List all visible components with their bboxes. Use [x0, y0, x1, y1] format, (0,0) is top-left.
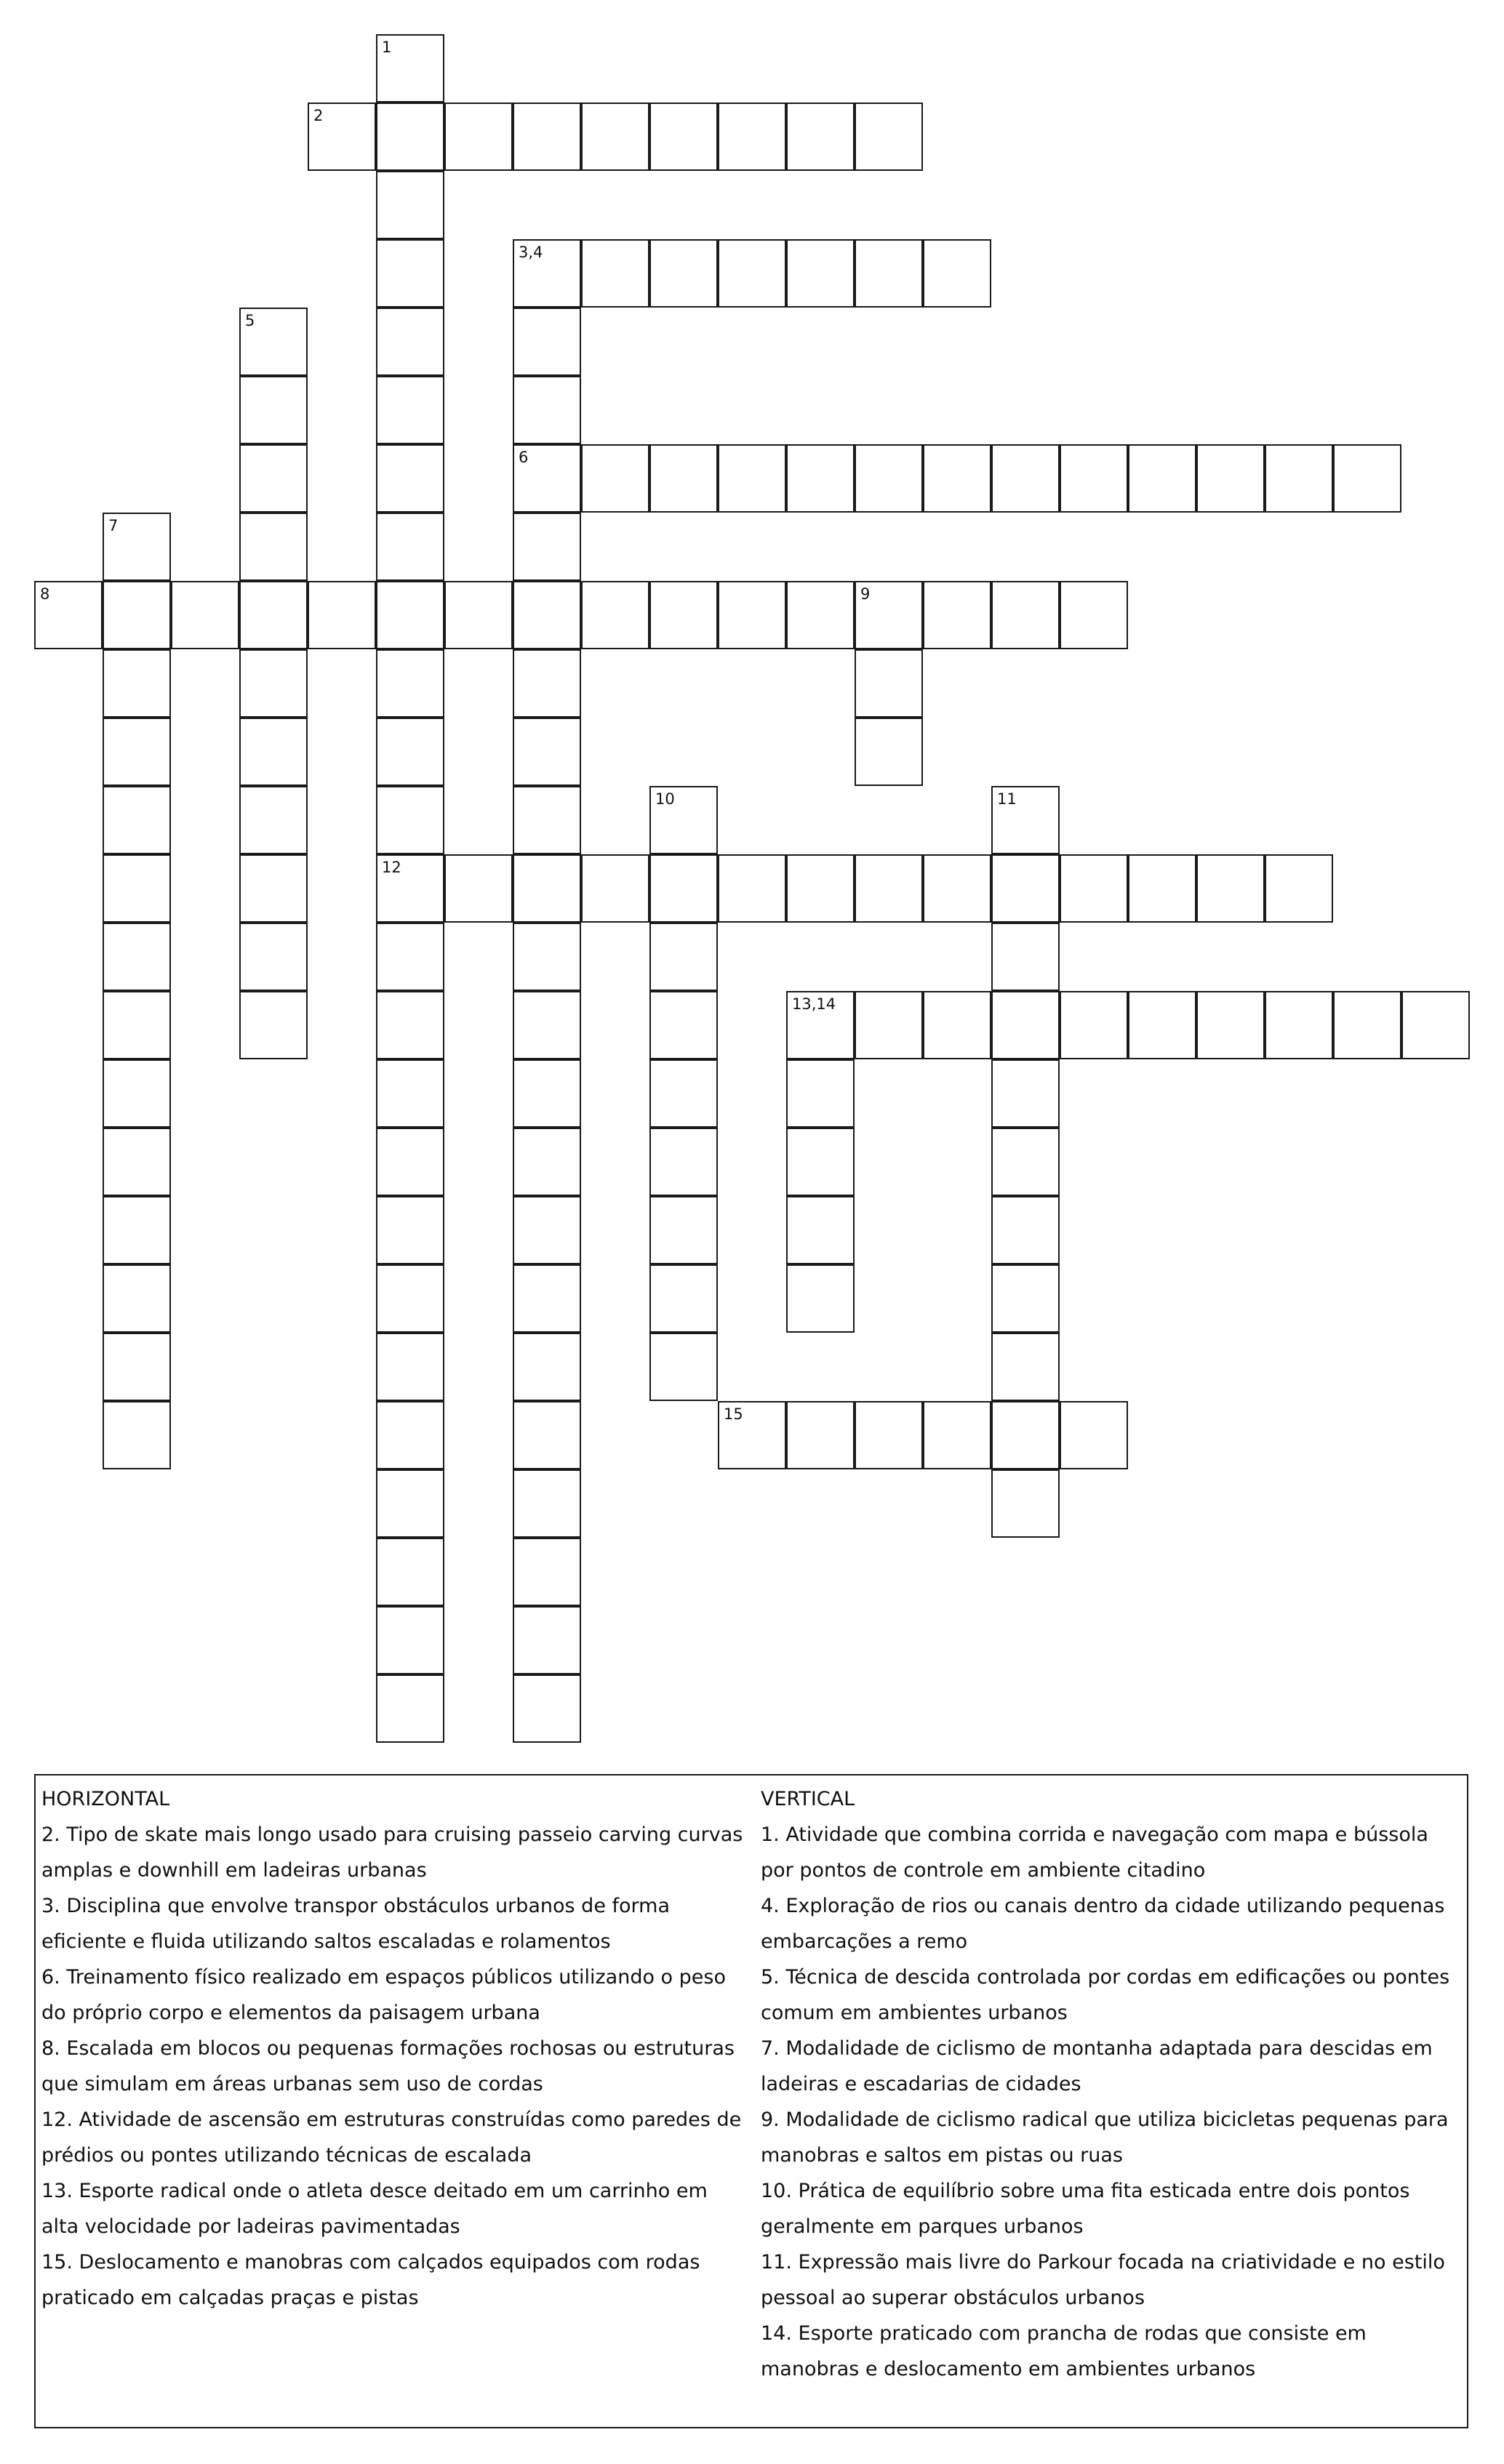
grid-cell[interactable] [376, 1333, 444, 1401]
clue-number: 12 [382, 859, 401, 876]
grid-cell[interactable] [991, 444, 1060, 513]
grid-cell[interactable] [649, 239, 718, 308]
grid-cell[interactable] [1128, 991, 1196, 1059]
grid-cell[interactable] [581, 854, 649, 923]
grid-cell[interactable] [513, 854, 581, 923]
grid-cell[interactable] [376, 308, 444, 376]
clue-h8: 8. Escalada em blocos ou pequenas formações rochosas ou estruturas que simulam em áreas urbanas sem uso de cordas [41, 2037, 735, 2095]
vertical-title: VERTICAL [761, 1788, 855, 1810]
grid-cell[interactable] [649, 991, 718, 1059]
grid-cell[interactable] [1333, 444, 1401, 513]
grid-cell[interactable] [1265, 854, 1333, 923]
clue-number: 13,14 [792, 995, 836, 1013]
grid-cell[interactable] [513, 1333, 581, 1401]
horizontal-clues [41, 1781, 751, 2316]
grid-cell[interactable] [239, 581, 308, 649]
clue-h15: 15. Deslocamento e manobras com calçados equipados com rodas praticado em calçadas praças e pistas [41, 2251, 700, 2309]
grid-cell[interactable] [376, 103, 444, 171]
grid-cell[interactable] [376, 34, 444, 103]
grid-cell[interactable] [171, 581, 239, 649]
grid-cell[interactable] [376, 239, 444, 308]
grid-cell[interactable] [376, 991, 444, 1059]
horizontal-title: HORIZONTAL [41, 1788, 170, 1810]
grid-cell[interactable] [786, 1264, 855, 1333]
clue-number: 11 [997, 790, 1017, 808]
vertical-clues [761, 1781, 1463, 2387]
grid-cell[interactable] [1060, 581, 1128, 649]
grid-cell[interactable] [239, 854, 308, 923]
grid-cell[interactable] [103, 991, 171, 1059]
grid-cell[interactable] [718, 239, 786, 308]
grid-cell[interactable] [718, 444, 786, 513]
grid-cell[interactable] [239, 513, 308, 581]
clue-number: 6 [519, 449, 529, 466]
grid-cell[interactable] [239, 718, 308, 786]
grid-cell[interactable] [376, 718, 444, 786]
grid-cell[interactable] [376, 1538, 444, 1606]
grid-cell[interactable] [513, 1469, 581, 1538]
grid-cell[interactable] [786, 581, 855, 649]
grid-cell[interactable] [855, 103, 923, 171]
grid-cell[interactable] [376, 171, 444, 239]
clue-number: 5 [245, 312, 255, 329]
grid-cell[interactable] [308, 103, 376, 171]
grid-cell[interactable] [581, 581, 649, 649]
clue-v4: 4. Exploração de rios ou canais dentro da cidade utilizando pequenas embarcações a remo [761, 1895, 1445, 1953]
grid-cell[interactable] [513, 649, 581, 718]
grid-cell[interactable] [581, 239, 649, 308]
grid-cell[interactable] [855, 444, 923, 513]
grid-cell[interactable] [513, 103, 581, 171]
grid-cell[interactable] [513, 444, 581, 513]
grid-cell[interactable] [581, 444, 649, 513]
clue-v7: 7. Modalidade de ciclismo de montanha adaptada para descidas em ladeiras e escadarias de cidades [761, 2037, 1433, 2095]
grid-cell[interactable] [1060, 444, 1128, 513]
grid-cell[interactable] [444, 103, 513, 171]
grid-cell[interactable] [103, 854, 171, 923]
grid-cell[interactable] [1265, 444, 1333, 513]
clue-v9: 9. Modalidade de ciclismo radical que utiliza bicicletas pequenas para manobras e saltos em pistas ou ruas [761, 2108, 1449, 2167]
grid-cell[interactable] [513, 308, 581, 376]
grid-cell[interactable] [786, 991, 855, 1059]
grid-cell[interactable] [103, 1128, 171, 1196]
grid-cell[interactable] [649, 923, 718, 991]
grid-cell[interactable] [786, 444, 855, 513]
clue-h2: 2. Tipo de skate mais longo usado para cruising passeio carving curvas amplas e downhill em ladeiras urbanas [41, 1823, 743, 1882]
grid-cell[interactable] [103, 923, 171, 991]
grid-cell[interactable] [1401, 991, 1470, 1059]
grid-cell[interactable] [991, 854, 1060, 923]
grid-cell[interactable] [103, 649, 171, 718]
clue-h13: 13. Esporte radical onde o atleta desce deitado em um carrinho em alta velocidade por ladeiras pavimentadas [41, 2180, 708, 2238]
grid-cell[interactable] [1196, 991, 1265, 1059]
grid-cell[interactable] [103, 581, 171, 649]
grid-cell[interactable] [103, 1264, 171, 1333]
grid-cell[interactable] [513, 1538, 581, 1606]
grid-cell[interactable] [855, 581, 923, 649]
grid-cell[interactable] [103, 786, 171, 854]
clue-number: 1 [382, 39, 392, 56]
grid-cell[interactable] [991, 1128, 1060, 1196]
grid-cell[interactable] [855, 854, 923, 923]
grid-cell[interactable] [513, 786, 581, 854]
grid-cell[interactable] [855, 718, 923, 786]
clue-v11: 11. Expressão mais livre do Parkour focada na criatividade e no estilo pessoal ao superar obstáculos urbanos [761, 2251, 1445, 2309]
grid-cell[interactable] [991, 1401, 1060, 1469]
grid-cell[interactable] [649, 1333, 718, 1401]
grid-cell[interactable] [649, 103, 718, 171]
grid-cell[interactable] [103, 1059, 171, 1128]
grid-cell[interactable] [103, 513, 171, 581]
grid-cell[interactable] [923, 854, 991, 923]
grid-cell[interactable] [376, 1128, 444, 1196]
clue-number: 10 [655, 790, 675, 808]
grid-cell[interactable] [1196, 854, 1265, 923]
grid-cell[interactable] [855, 239, 923, 308]
clue-v10: 10. Prática de equilíbrio sobre uma fita esticada entre dois pontos geralmente em parques urbanos [761, 2180, 1410, 2238]
grid-cell[interactable] [513, 1674, 581, 1743]
grid-cell[interactable] [376, 444, 444, 513]
grid-cell[interactable] [786, 103, 855, 171]
grid-cell[interactable] [1060, 991, 1128, 1059]
grid-cell[interactable] [855, 991, 923, 1059]
grid-cell[interactable] [239, 649, 308, 718]
grid-cell[interactable] [991, 991, 1060, 1059]
grid-cell[interactable] [991, 1333, 1060, 1401]
clue-number: 7 [108, 517, 119, 534]
grid-cell[interactable] [649, 854, 718, 923]
clue-h12: 12. Atividade de ascensão em estruturas construídas como paredes de prédios ou pontes utilizando técnicas de escalada [41, 2108, 742, 2167]
grid-cell[interactable] [513, 991, 581, 1059]
grid-cell[interactable] [513, 1196, 581, 1264]
grid-cell[interactable] [103, 718, 171, 786]
grid-cell[interactable] [239, 376, 308, 444]
grid-cell[interactable] [103, 1401, 171, 1469]
grid-cell[interactable] [513, 376, 581, 444]
clue-number: 8 [40, 585, 50, 603]
grid-cell[interactable] [649, 1059, 718, 1128]
grid-cell[interactable] [923, 1401, 991, 1469]
grid-cell[interactable] [513, 1401, 581, 1469]
grid-cell[interactable] [649, 1128, 718, 1196]
grid-cell[interactable] [786, 239, 855, 308]
grid-cell[interactable] [308, 581, 376, 649]
grid-cell[interactable] [923, 581, 991, 649]
grid-cell[interactable] [376, 1059, 444, 1128]
grid-cell[interactable] [376, 786, 444, 854]
grid-cell[interactable] [991, 1196, 1060, 1264]
grid-cell[interactable] [991, 786, 1060, 854]
grid-cell[interactable] [376, 1606, 444, 1674]
grid-cell[interactable] [376, 513, 444, 581]
grid-cell[interactable] [1265, 991, 1333, 1059]
grid-cell[interactable] [718, 581, 786, 649]
grid-cell[interactable] [1333, 991, 1401, 1059]
grid-cell[interactable] [239, 786, 308, 854]
grid-cell[interactable] [718, 103, 786, 171]
grid-cell[interactable] [718, 854, 786, 923]
grid-cell[interactable] [513, 1606, 581, 1674]
grid-cell[interactable] [991, 581, 1060, 649]
grid-cell[interactable] [376, 1196, 444, 1264]
grid-cell[interactable] [376, 1674, 444, 1743]
grid-cell[interactable] [991, 1264, 1060, 1333]
grid-cell[interactable] [649, 581, 718, 649]
grid-cell[interactable] [376, 1264, 444, 1333]
grid-cell[interactable] [923, 444, 991, 513]
grid-cell[interactable] [376, 854, 444, 923]
grid-cell[interactable] [103, 1333, 171, 1401]
grid-cell[interactable] [34, 581, 103, 649]
clue-h6: 6. Treinamento físico realizado em espaços públicos utilizando o peso do próprio corpo e elementos da paisagem urbana [41, 1966, 726, 2024]
grid-cell[interactable] [376, 923, 444, 991]
grid-cell[interactable] [239, 923, 308, 991]
grid-cell[interactable] [991, 1469, 1060, 1538]
grid-cell[interactable] [1060, 1401, 1128, 1469]
grid-cell[interactable] [1128, 444, 1196, 513]
grid-cell[interactable] [376, 376, 444, 444]
grid-cell[interactable] [923, 991, 991, 1059]
grid-cell[interactable] [1196, 444, 1265, 513]
grid-cell[interactable] [513, 923, 581, 991]
grid-cell[interactable] [855, 1401, 923, 1469]
grid-cell[interactable] [376, 649, 444, 718]
grid-cell[interactable] [649, 786, 718, 854]
grid-cell[interactable] [239, 444, 308, 513]
grid-cell[interactable] [718, 1401, 786, 1469]
clues-box [34, 1774, 1468, 2428]
grid-cell[interactable] [513, 513, 581, 581]
grid-cell[interactable] [855, 649, 923, 718]
clue-v1: 1. Atividade que combina corrida e navegação com mapa e bússola por pontos de controle em ambiente citadino [761, 1823, 1428, 1882]
grid-cell[interactable] [581, 103, 649, 171]
grid-cell[interactable] [1128, 854, 1196, 923]
clue-number: 15 [724, 1405, 743, 1423]
grid-cell[interactable] [103, 1196, 171, 1264]
grid-cell[interactable] [376, 1469, 444, 1538]
grid-cell[interactable] [991, 1059, 1060, 1128]
grid-cell[interactable] [513, 718, 581, 786]
grid-cell[interactable] [513, 239, 581, 308]
grid-cell[interactable] [991, 923, 1060, 991]
grid-cell[interactable] [649, 444, 718, 513]
grid-cell[interactable] [513, 1059, 581, 1128]
grid-cell[interactable] [513, 581, 581, 649]
grid-cell[interactable] [376, 581, 444, 649]
grid-cell[interactable] [513, 1264, 581, 1333]
grid-cell[interactable] [444, 854, 513, 923]
grid-cell[interactable] [786, 1401, 855, 1469]
grid-cell[interactable] [649, 1264, 718, 1333]
grid-cell[interactable] [786, 854, 855, 923]
clue-number: 3,4 [519, 244, 543, 261]
grid-cell[interactable] [786, 1059, 855, 1128]
clue-number: 9 [860, 585, 871, 603]
clue-v14: 14. Esporte praticado com prancha de rodas que consiste em manobras e deslocamento em ambientes urbanos [761, 2322, 1367, 2380]
grid-cell[interactable] [786, 1196, 855, 1264]
grid-cell[interactable] [239, 308, 308, 376]
clue-h3: 3. Disciplina que envolve transpor obstáculos urbanos de forma eficiente e fluida utilizando saltos escaladas e rolamentos [41, 1895, 671, 1953]
grid-cell[interactable] [444, 581, 513, 649]
grid-cell[interactable] [786, 1128, 855, 1196]
grid-cell[interactable] [376, 1401, 444, 1469]
grid-cell[interactable] [649, 1196, 718, 1264]
clue-number: 2 [313, 107, 324, 124]
grid-cell[interactable] [239, 991, 308, 1059]
grid-cell[interactable] [1060, 854, 1128, 923]
clue-v5: 5. Técnica de descida controlada por cordas em edificações ou pontes comum em ambientes urbanos [761, 1966, 1450, 2024]
grid-cell[interactable] [923, 239, 991, 308]
grid-cell[interactable] [513, 1128, 581, 1196]
